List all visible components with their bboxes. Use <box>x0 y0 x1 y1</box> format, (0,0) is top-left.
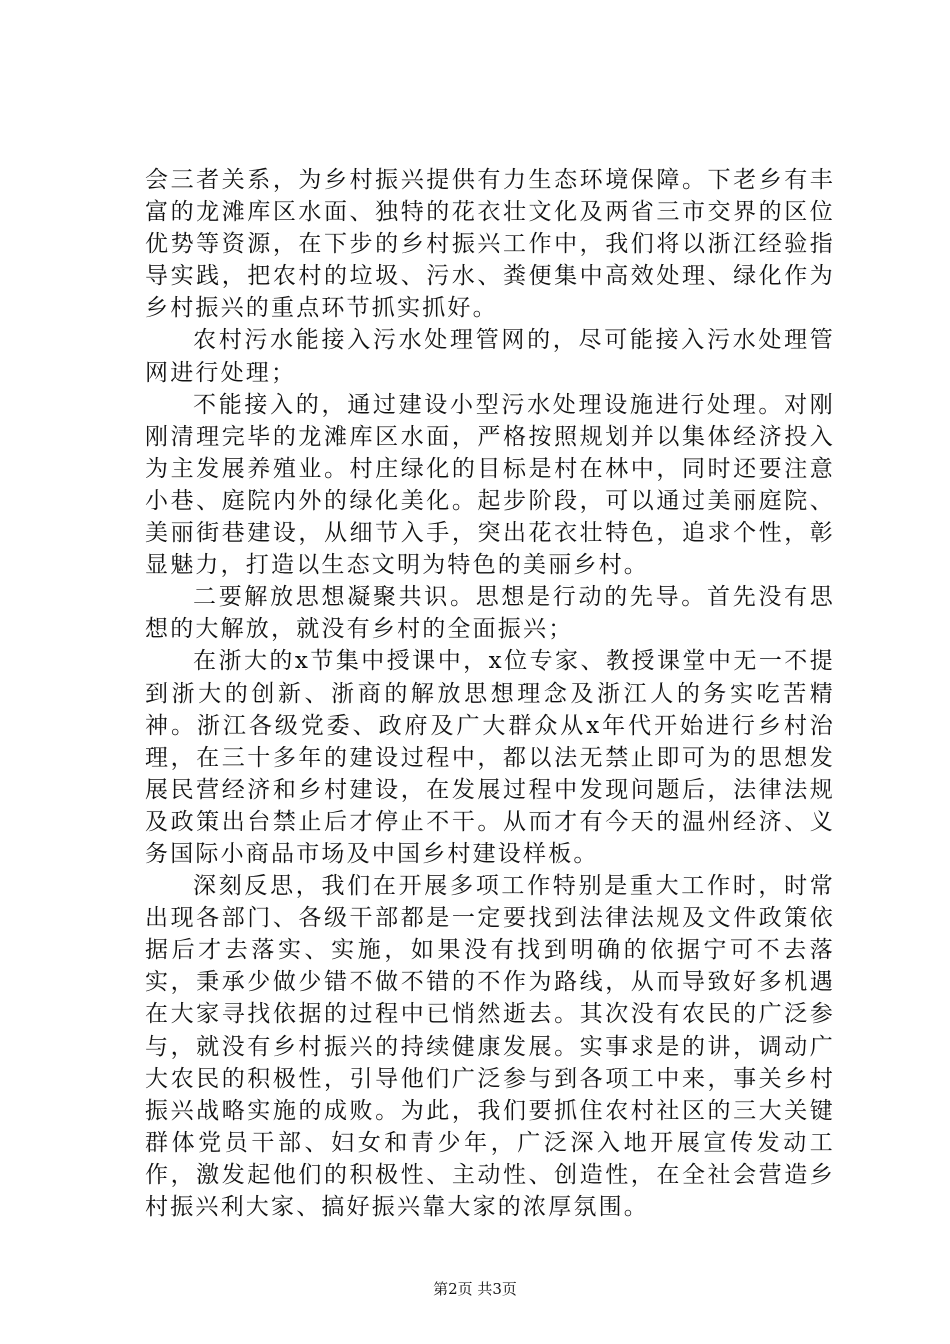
paragraph-emancipate-mind: 二要解放思想凝聚共识。思想是行动的先导。首先没有思想的大解放，就没有乡村的全面振兴； <box>145 584 835 643</box>
paragraph-reflection: 深刻反思，我们在开展多项工作特别是重大工作时，时常出现各部门、各级干部都是一定要找到法律法规及文件政策依据后才去落实、实施，如果没有找到明确的依据宁可不去落实，秉承少做少错不做不错的不作为路线，从而导致好多机遇在大家寻找依据的过程中已悄然逝去。其次没有农民的广泛参与，就没有乡村振兴的持续健康发展。实事求是的讲，调动广大农民的积极性，引导他们广泛参与到各项工中来，事关乡村振兴战略实施的成败。为此，我们要抓住农村社区的三大关键群体党员干部、妇女和青少年，广泛深入地开展宣传发动工作，激发起他们的积极性、主动性、创造性，在全社会营造乡村振兴利大家、搞好振兴靠大家的浓厚氛围。 <box>145 873 835 1220</box>
page-footer: 第2页 共3页 <box>433 1280 517 1298</box>
document-body <box>145 164 835 1223</box>
paragraph-zhejiang-course: 在浙大的x节集中授课中，x位专家、教授课堂中无一不提到浙大的创新、浙商的解放思想理念及浙江人的务实吃苦精神。浙江各级党委、政府及广大群众从x年代开始进行乡村治理，在三十多年的建设过程中，都以法无禁止即可为的思想发展民营经济和乡村建设，在发展过程中发现问题后，法律法规及政策出台禁止后才停止不干。从而才有今天的温州经济、义务国际小商品市场及中国乡村建设样板。 <box>145 648 835 867</box>
paragraph-sewage-network: 农村污水能接入污水处理管网的，尽可能接入污水处理管网进行处理； <box>145 327 835 386</box>
paragraph-continuation: 会三者关系，为乡村振兴提供有力生态环境保障。下老乡有丰富的龙滩库区水面、独特的花衣壮文化及两省三市交界的区位优势等资源，在下步的乡村振兴工作中，我们将以浙江经验指导实践，把农村的垃圾、污水、粪便集中高效处理、绿化作为乡村振兴的重点环节抓实抓好。 <box>145 167 835 322</box>
paragraph-small-facilities: 不能接入的，通过建设小型污水处理设施进行处理。对刚刚清理完毕的龙滩库区水面，严格按照规划并以集体经济投入为主发展养殖业。村庄绿化的目标是村在林中，同时还要注意小巷、庭院内外的绿化美化。起步阶段，可以通过美丽庭院、美丽街巷建设，从细节入手，突出花衣壮特色，追求个性，彰显魅力，打造以生态文明为特色的美丽乡村。 <box>145 391 835 579</box>
